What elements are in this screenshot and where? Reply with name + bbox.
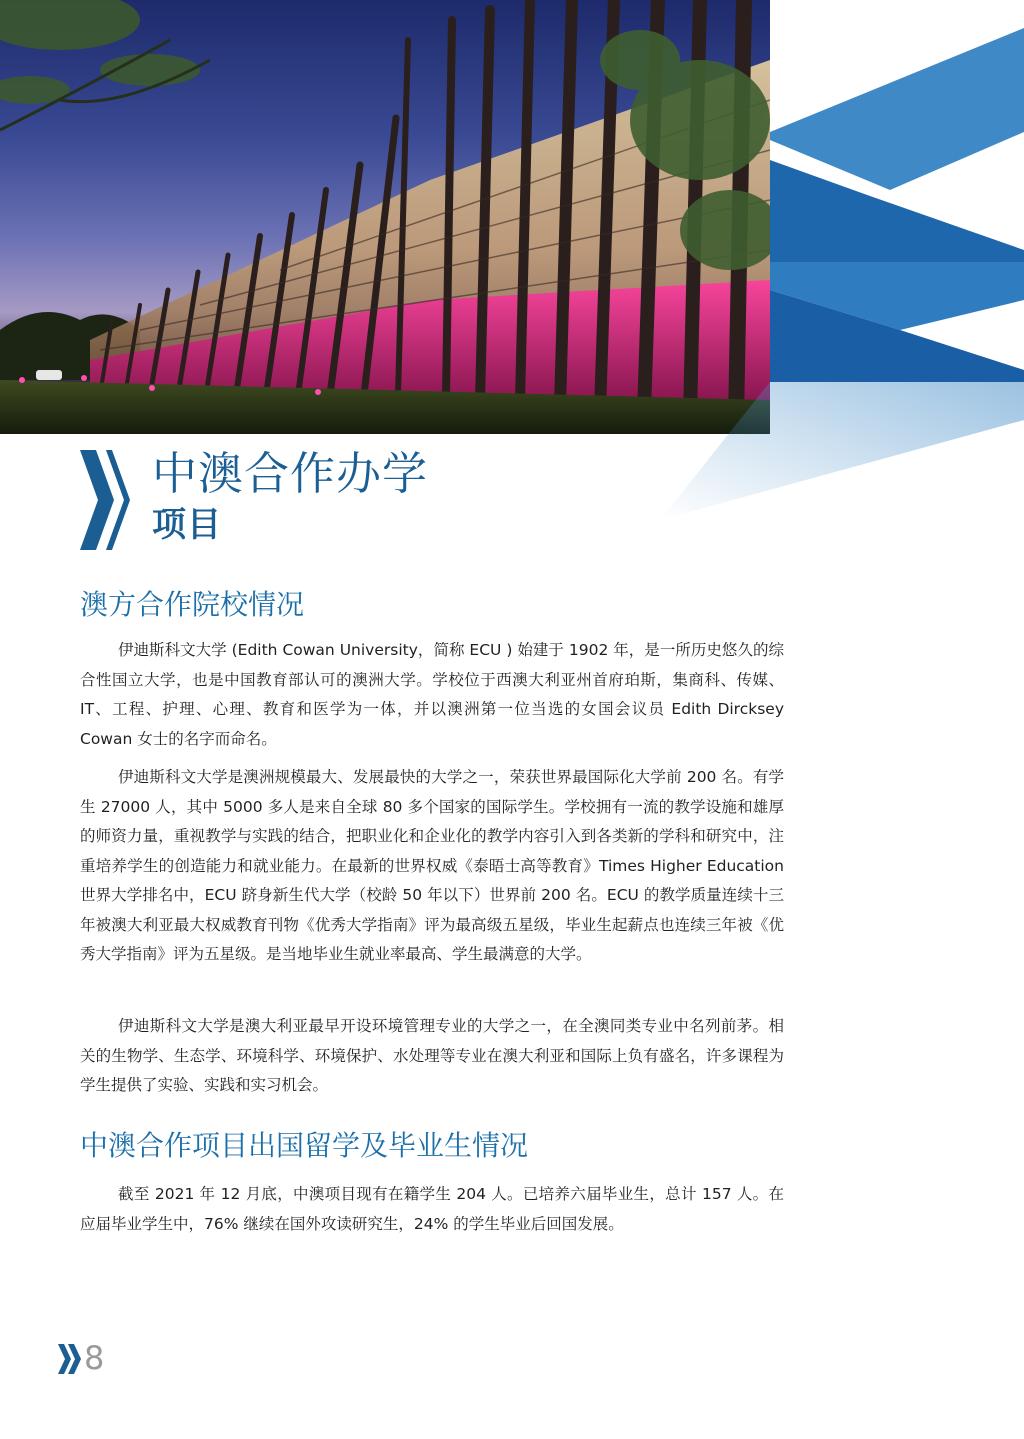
page-number-text: 8: [84, 1339, 105, 1377]
paragraph-graduate-stats: 截至 2021 年 12 月底，中澳项目现有在籍学生 204 人。已培养六届毕业生，总计 157 人。在应届毕业学生中，76% 继续在国外攻读研究生，24% 的学生毕业后回国发展。: [80, 1185, 784, 1233]
section-heading-graduates: 中澳合作项目出国留学及毕业生情况: [80, 1129, 529, 1162]
page-title-block: [78, 448, 678, 553]
page-title: 中澳合作办学: [152, 447, 429, 500]
section-heading-partner-university: 澳方合作院校情况: [80, 588, 305, 621]
page-subtitle: 项目: [152, 505, 222, 545]
paragraph-ecu-ranking: 伊迪斯科文大学是澳洲规模最大、发展最快的大学之一，荣获世界最国际化大学前 200 名。有学生 27000 人，其中 5000 多人是来自全球 80 多个国家的国际学生。学校拥有一流的教学设施和雄厚的师资力量，重视教学与实践的结合，把职业化和企业化的教学内容引入到各类新的学科和研究中，注重培养学生的创造能力和就业能力。在最新的世界权威《泰晤士高等教育》Times Higher Education 世界大学排名中，ECU 跻身新生代大学（校龄 50 年以下）世界前 200 名。ECU 的教学质量连续十三年被澳大利亚最大权威教育刊物《优秀大学指南》评为最高级五星级，毕业生起薪点也连续三年被《优秀大学指南》评为五星级。是当地毕业生就业率最高、学生最满意的大学。: [80, 768, 784, 963]
paragraph-ecu-intro: 伊迪斯科文大学 (Edith Cowan University，简称 ECU ) 始建于 1902 年，是一所历史悠久的综合性国立大学，也是中国教育部认可的澳洲大学。学校位于西澳大利亚州首府珀斯，集商科、传媒、IT、工程、护理、心理、教育和医学为一体，并以澳洲第一位当选的女国会议员 Edith Dircksey Cowan 女士的名字而命名。: [80, 641, 784, 748]
paragraph-ecu-environment: 伊迪斯科文大学是澳大利亚最早开设环境管理专业的大学之一，在全澳同类专业中名列前茅。相关的生物学、生态学、环境科学、环境保护、水处理等专业在澳大利亚和国际上负有盛名，许多课程为学生提供了实验、实践和实习机会。: [80, 1017, 784, 1094]
double-chevron-icon: [78, 450, 138, 550]
double-chevron-icon: [58, 1344, 82, 1374]
